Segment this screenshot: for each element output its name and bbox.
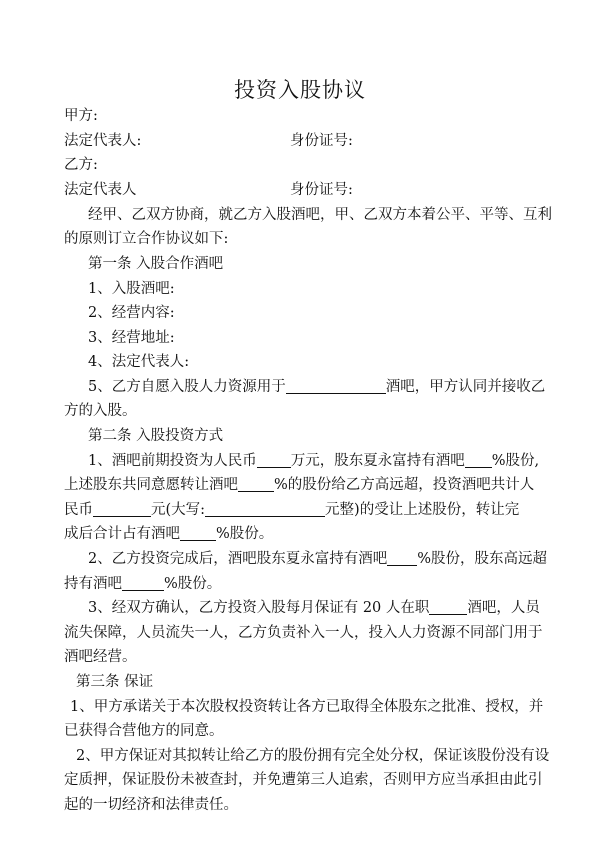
fill-in-blank — [93, 500, 151, 517]
text-fragment: %的股份给乙方高远超，投资酒吧共计人 — [274, 477, 535, 493]
article-2-para-1-line-1 — [88, 449, 544, 474]
article-3-para-1-line-1: 1、甲方承诺关于本次股权投资转让各方已取得全体股东之批准、授权，并 — [70, 699, 544, 715]
text-fragment: 酒吧，甲方认同并接收乙 — [385, 379, 546, 395]
text-fragment: 3、经双方确认，乙方投资入股每月保证有 20 人在职 — [88, 600, 430, 616]
text-fragment: %股份。 — [216, 526, 274, 542]
fill-in-blank — [429, 598, 467, 615]
text-fragment: 酒吧，人员 — [467, 600, 540, 616]
text-fragment: %股份，股东高远超 — [417, 551, 548, 567]
text-fragment: 成后合计占有酒吧 — [64, 526, 180, 542]
article-1-heading: 第一条 入股合作酒吧 — [88, 256, 224, 272]
article-3-heading: 第三条 保证 — [76, 674, 154, 690]
intro-paragraph-line-2: 的原则订立合作协议如下: — [64, 231, 229, 247]
text-fragment: %股份, — [491, 453, 540, 469]
id-number-b-label: 身份证号: — [290, 182, 353, 198]
article-3-para-2-line-2: 定质押，保证股份未被查封，并免遭第三人追索，否则甲方应当承担由此引 — [64, 772, 543, 788]
fill-in-blank — [122, 574, 164, 591]
fill-in-blank — [238, 475, 274, 492]
fill-in-blank — [180, 524, 216, 541]
article-3-para-2-line-1: 2、甲方保证对其拟转让给乙方的股份拥有完全处分权，保证该股份没有设 — [76, 748, 550, 764]
article-2-para-2-line-2 — [64, 572, 544, 597]
text-fragment: 1、酒吧前期投资为人民币 — [88, 453, 257, 469]
fill-in-blank — [257, 451, 291, 468]
text-fragment: 5、乙方自愿入股人力资源用于 — [88, 379, 286, 395]
text-fragment: 万元，股东夏永富持有酒吧 — [290, 453, 465, 469]
fill-in-blank — [286, 377, 386, 394]
article-2-para-3-line-1 — [88, 596, 544, 621]
article-1-item-1: 1、入股酒吧: — [88, 281, 175, 297]
party-b-label: 乙方: — [64, 157, 98, 173]
text-fragment: 元(大写: — [151, 502, 206, 518]
article-2-para-3-line-2: 流失保障，人员流失一人，乙方负责补入一人，投入人力资源不同部门用于 — [64, 625, 543, 641]
id-number-a-label: 身份证号: — [290, 133, 353, 149]
article-2-para-1-line-4 — [64, 522, 544, 547]
text-fragment: 民币 — [64, 502, 93, 518]
article-1-item-2: 2、经营内容: — [88, 305, 175, 321]
article-2-para-1-line-3 — [64, 498, 544, 523]
representative-a-label: 法定代表人: — [64, 133, 142, 149]
article-3-para-2-line-3: 起的一切经济和法律责任。 — [64, 797, 238, 813]
article-1-item-3: 3、经营地址: — [88, 330, 175, 346]
text-fragment: 元整)的受让上述股份，转让完 — [325, 502, 520, 518]
fill-in-blank — [465, 451, 492, 468]
article-1-item-5-line-1 — [88, 375, 544, 400]
article-2-para-3-line-3: 酒吧经营。 — [64, 649, 137, 665]
text-fragment: 2、乙方投资完成后，酒吧股东夏永富持有酒吧 — [88, 551, 388, 567]
fill-in-blank — [387, 549, 417, 566]
article-1-item-4: 4、法定代表人: — [88, 354, 190, 370]
fill-in-blank — [205, 500, 325, 517]
article-3-para-1-line-2: 已获得合营他方的同意。 — [64, 723, 224, 739]
party-a-label: 甲方: — [64, 108, 98, 124]
page-title: 投资入股协议 — [234, 78, 366, 102]
representative-b-label: 法定代表人 — [64, 182, 137, 198]
article-1-item-5-line-2: 方的入股。 — [64, 403, 137, 419]
article-2-para-1-line-2 — [64, 473, 544, 498]
article-2-heading: 第二条 入股投资方式 — [88, 428, 224, 444]
text-fragment: 持有酒吧 — [64, 576, 122, 592]
text-fragment: 上述股东共同意愿转让酒吧 — [64, 477, 238, 493]
text-fragment: %股份。 — [164, 576, 222, 592]
intro-paragraph-line-1: 经甲、乙双方协商，就乙方入股酒吧，甲、乙双方本着公平、平等、互利 — [88, 207, 552, 223]
article-2-para-2-line-1 — [88, 547, 548, 572]
